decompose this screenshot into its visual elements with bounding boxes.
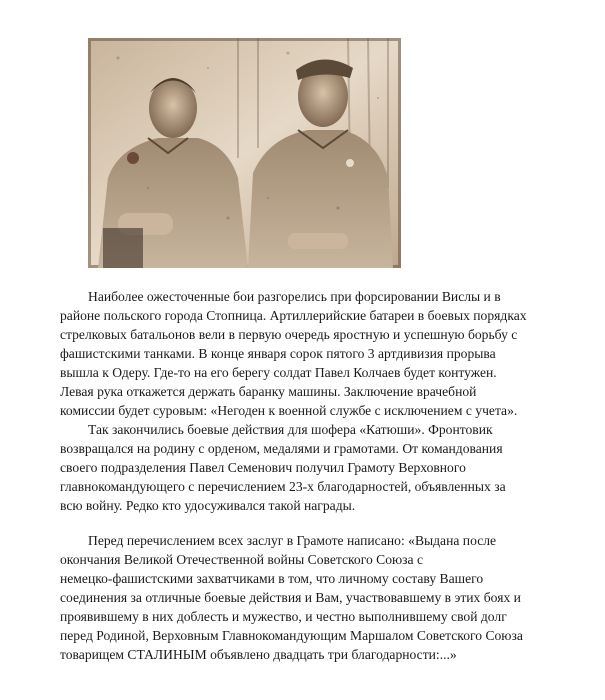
text-line: перед Родиной, Верховным Главнокомандующим Маршалом Советского Союза [60,628,523,643]
text-line: Наиболее ожесточенные бои разгорелись при форсировании Вислы и в [88,289,501,304]
text-line: районе польского города Стопница. Артиллерийские батареи в боевых порядках [60,308,527,323]
text-line: комиссии будет суровым: «Негоден к военной службе с исключением с учета». [60,403,518,418]
text-line: Так закончились боевые действия для шофера «Катюши». Фронтовик [88,422,493,437]
text-line: главнокомандующего с перечислением 23-х благодарностей, объявленных за [60,479,506,494]
text-line: соединения за отличные боевые действия и Вам, участвовавшему в этих боях и [60,590,521,605]
text-line: всю войну. Редко кто удосуживался такой награды. [60,498,356,513]
paragraph-2 [60,420,560,515]
article-text [60,287,560,664]
text-line: окончания Великой Отечественной войны Советского Союза с [60,552,424,567]
portrait-photo [88,38,401,268]
text-line: возвращался на родину с орденом, медалями и грамотами. От командования [60,441,503,456]
paragraph-spacer [60,515,560,531]
text-line: Перед перечислением всех заслуг в Грамоте написано: «Выдана после [88,533,497,548]
paragraph-1 [60,287,560,420]
text-line: фашистскими танками. В конце января сорок пятого 3 артдивизия прорыва [60,346,496,361]
text-line: стрелковых батальонов вели в первую очередь яростную и успешную борьбу с [60,327,518,342]
portrait-photo-image [88,38,401,268]
text-line: товарищем СТАЛИНЫМ объявлено двадцать три благодарности:...» [60,647,457,662]
text-line: Левая рука откажется держать баранку машины. Заключение врачебной [60,384,477,399]
paragraph-3 [60,531,560,664]
text-line: проявившему в них доблесть и мужество, и честно выполнившему свой долг [60,609,507,624]
text-line: своего подразделения Павел Семенович получил Грамоту Верховного [60,460,466,475]
text-line: вышла к Одеру. Где-то на его берегу солдат Павел Колчаев будет контужен. [60,365,497,380]
text-line: немецко-фашистскими захватчиками в том, что личному составу Вашего [60,571,484,586]
